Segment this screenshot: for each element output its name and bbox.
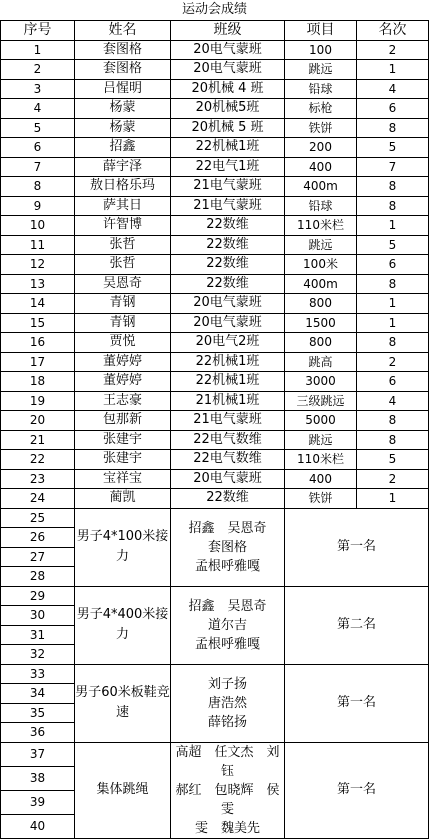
cell-index: 7 — [1, 157, 75, 177]
cell-event: 跳高 — [285, 352, 357, 372]
cell-name: 萨其日 — [75, 196, 171, 216]
cell-index: 22 — [1, 450, 75, 470]
cell-class: 21机械1班 — [171, 391, 285, 411]
table-row — [1, 333, 429, 353]
cell-event: 400m — [285, 177, 357, 197]
cell-event: 1500 — [285, 313, 357, 333]
cell-rank: 2 — [357, 352, 429, 372]
relay-member-line: 雯 魏美先 — [194, 820, 260, 836]
cell-index: 19 — [1, 391, 75, 411]
cell-event: 跳远 — [285, 235, 357, 255]
cell-rank: 8 — [357, 177, 429, 197]
cell-event: 110米栏 — [285, 450, 357, 470]
cell-event: 铁饼 — [285, 118, 357, 138]
header-index: 序号 — [1, 21, 75, 41]
relay-member-line: 道尔吉 — [207, 617, 247, 633]
cell-rank: 2 — [357, 40, 429, 60]
relay-rank: 第二名 — [285, 586, 429, 664]
cell-rank: 4 — [357, 79, 429, 99]
cell-name: 敖日格乐玛 — [75, 177, 171, 197]
cell-class: 20电气蒙班 — [171, 60, 285, 80]
cell-index: 8 — [1, 177, 75, 197]
table-row — [1, 430, 429, 450]
header-rank: 名次 — [357, 21, 429, 41]
cell-class: 21电气蒙班 — [171, 177, 285, 197]
cell-rank: 1 — [357, 489, 429, 509]
cell-rank: 1 — [357, 294, 429, 314]
cell-event: 800 — [285, 294, 357, 314]
cell-event: 200 — [285, 138, 357, 158]
relay-members — [171, 586, 285, 664]
cell-index: 34 — [1, 684, 75, 704]
relay-member-line: 刘子扬 — [207, 676, 247, 692]
cell-index: 35 — [1, 703, 75, 723]
table-row — [1, 489, 429, 509]
cell-class: 22数维 — [171, 216, 285, 236]
table-row — [1, 391, 429, 411]
cell-event: 5000 — [285, 411, 357, 431]
cell-class: 22机械1班 — [171, 372, 285, 392]
cell-index: 15 — [1, 313, 75, 333]
relay-member-line: 高超 任文杰 刘钰 — [175, 744, 280, 779]
cell-class: 20机械 4 班 — [171, 79, 285, 99]
cell-index: 23 — [1, 469, 75, 489]
cell-rank: 1 — [357, 216, 429, 236]
cell-event: 三级跳远 — [285, 391, 357, 411]
cell-rank: 8 — [357, 118, 429, 138]
cell-name: 张建宇 — [75, 430, 171, 450]
cell-index: 27 — [1, 547, 75, 567]
table-row — [1, 450, 429, 470]
cell-event: 400m — [285, 274, 357, 294]
cell-event: 跳远 — [285, 60, 357, 80]
cell-index: 25 — [1, 508, 75, 528]
cell-name: 青钢 — [75, 294, 171, 314]
relay-rank: 第一名 — [285, 508, 429, 586]
table-row — [1, 79, 429, 99]
cell-name: 招鑫 — [75, 138, 171, 158]
cell-index: 3 — [1, 79, 75, 99]
cell-event: 跳远 — [285, 430, 357, 450]
cell-rank: 1 — [357, 313, 429, 333]
cell-class: 20机械 5 班 — [171, 118, 285, 138]
relay-member-line: 孟根呼雅嘎 — [194, 636, 260, 652]
relay-event: 男子4*400米接力 — [75, 586, 171, 664]
cell-index: 17 — [1, 352, 75, 372]
cell-name: 套图格 — [75, 40, 171, 60]
cell-class: 22数维 — [171, 274, 285, 294]
relay-members — [171, 742, 285, 838]
table-row — [1, 255, 429, 275]
table-row — [1, 60, 429, 80]
cell-name: 许智博 — [75, 216, 171, 236]
cell-index: 10 — [1, 216, 75, 236]
table-row — [1, 235, 429, 255]
cell-name: 董婷婷 — [75, 352, 171, 372]
relay-row — [1, 664, 429, 684]
results-table — [0, 20, 429, 839]
relay-event: 男子60米板鞋竞速 — [75, 664, 171, 742]
table-row — [1, 352, 429, 372]
relay-row — [1, 586, 429, 606]
cell-event: 铅球 — [285, 196, 357, 216]
cell-event: 100 — [285, 40, 357, 60]
cell-index: 6 — [1, 138, 75, 158]
relay-event: 集体跳绳 — [75, 742, 171, 838]
table-row — [1, 196, 429, 216]
cell-index: 33 — [1, 664, 75, 684]
cell-name: 蔺凯 — [75, 489, 171, 509]
cell-index: 14 — [1, 294, 75, 314]
table-row — [1, 177, 429, 197]
cell-class: 22机械1班 — [171, 138, 285, 158]
cell-name: 王志豪 — [75, 391, 171, 411]
cell-event: 400 — [285, 469, 357, 489]
cell-index: 37 — [1, 742, 75, 766]
cell-index: 38 — [1, 766, 75, 790]
cell-class: 21电气蒙班 — [171, 411, 285, 431]
relay-member-line: 招鑫 吴恩奇 — [188, 598, 267, 614]
cell-index: 21 — [1, 430, 75, 450]
cell-rank: 6 — [357, 255, 429, 275]
cell-index: 39 — [1, 790, 75, 814]
cell-index: 11 — [1, 235, 75, 255]
cell-name: 董婷婷 — [75, 372, 171, 392]
cell-class: 22电气数维 — [171, 430, 285, 450]
cell-name: 贾悦 — [75, 333, 171, 353]
cell-index: 24 — [1, 489, 75, 509]
cell-rank: 8 — [357, 411, 429, 431]
cell-class: 22机械1班 — [171, 352, 285, 372]
cell-event: 800 — [285, 333, 357, 353]
relay-rank: 第一名 — [285, 664, 429, 742]
cell-name: 薛宇泽 — [75, 157, 171, 177]
header-class: 班级 — [171, 21, 285, 41]
relay-members — [171, 508, 285, 586]
cell-index: 31 — [1, 625, 75, 645]
relay-member-line: 唐浩然 — [207, 695, 247, 711]
cell-rank: 8 — [357, 196, 429, 216]
cell-event: 铁饼 — [285, 489, 357, 509]
cell-class: 22电气数维 — [171, 450, 285, 470]
cell-name: 包那新 — [75, 411, 171, 431]
table-row — [1, 469, 429, 489]
relay-row — [1, 508, 429, 528]
relay-row — [1, 742, 429, 766]
cell-class: 20电气2班 — [171, 333, 285, 353]
sheet-title: 运动会成绩 — [181, 2, 247, 17]
table-row — [1, 372, 429, 392]
cell-index: 40 — [1, 814, 75, 838]
relay-event: 男子4*100米接力 — [75, 508, 171, 586]
table-row — [1, 157, 429, 177]
cell-rank: 8 — [357, 333, 429, 353]
cell-index: 26 — [1, 528, 75, 548]
cell-index: 5 — [1, 118, 75, 138]
cell-class: 22数维 — [171, 489, 285, 509]
relay-member-line: 郝红 包晓辉 侯雯 — [175, 782, 280, 817]
table-row — [1, 294, 429, 314]
cell-name: 吕惺明 — [75, 79, 171, 99]
cell-event: 铅球 — [285, 79, 357, 99]
cell-name: 张建宇 — [75, 450, 171, 470]
cell-class: 20电气蒙班 — [171, 469, 285, 489]
cell-class: 21电气蒙班 — [171, 196, 285, 216]
cell-name: 套图格 — [75, 60, 171, 80]
cell-rank: 5 — [357, 138, 429, 158]
cell-event: 3000 — [285, 372, 357, 392]
cell-index: 12 — [1, 255, 75, 275]
cell-class: 22数维 — [171, 235, 285, 255]
table-row — [1, 216, 429, 236]
cell-rank: 7 — [357, 157, 429, 177]
cell-class: 20机械5班 — [171, 99, 285, 119]
cell-rank: 6 — [357, 99, 429, 119]
cell-event: 100米 — [285, 255, 357, 275]
relay-rank: 第一名 — [285, 742, 429, 838]
table-row — [1, 40, 429, 60]
cell-name: 青钢 — [75, 313, 171, 333]
cell-index: 9 — [1, 196, 75, 216]
cell-event: 标枪 — [285, 99, 357, 119]
cell-rank: 8 — [357, 274, 429, 294]
cell-index: 4 — [1, 99, 75, 119]
table-row — [1, 274, 429, 294]
cell-index: 28 — [1, 567, 75, 587]
header-name: 姓名 — [75, 21, 171, 41]
cell-class: 22电气1班 — [171, 157, 285, 177]
header-row — [1, 21, 429, 41]
cell-index: 1 — [1, 40, 75, 60]
cell-index: 13 — [1, 274, 75, 294]
cell-index: 20 — [1, 411, 75, 431]
cell-rank: 5 — [357, 235, 429, 255]
relay-member-line: 招鑫 吴恩奇 — [188, 520, 267, 536]
cell-class: 22数维 — [171, 255, 285, 275]
results-table-body — [1, 21, 429, 839]
header-event: 项目 — [285, 21, 357, 41]
cell-name: 张哲 — [75, 255, 171, 275]
relay-member-line: 孟根呼雅嘎 — [194, 558, 260, 574]
cell-index: 36 — [1, 723, 75, 743]
cell-name: 张哲 — [75, 235, 171, 255]
table-row — [1, 99, 429, 119]
cell-index: 32 — [1, 645, 75, 665]
relay-member-line: 薛铭扬 — [207, 714, 247, 730]
cell-index: 18 — [1, 372, 75, 392]
cell-index: 29 — [1, 586, 75, 606]
cell-rank: 1 — [357, 60, 429, 80]
cell-rank: 4 — [357, 391, 429, 411]
cell-event: 400 — [285, 157, 357, 177]
cell-rank: 8 — [357, 430, 429, 450]
cell-name: 吴恩奇 — [75, 274, 171, 294]
cell-rank: 6 — [357, 372, 429, 392]
cell-name: 杨蒙 — [75, 118, 171, 138]
cell-class: 20电气蒙班 — [171, 294, 285, 314]
cell-name: 宝祥宝 — [75, 469, 171, 489]
table-row — [1, 411, 429, 431]
cell-rank: 5 — [357, 450, 429, 470]
cell-rank: 2 — [357, 469, 429, 489]
cell-class: 20电气蒙班 — [171, 40, 285, 60]
cell-name: 杨蒙 — [75, 99, 171, 119]
relay-members — [171, 664, 285, 742]
cell-index: 16 — [1, 333, 75, 353]
table-row — [1, 313, 429, 333]
cell-class: 20电气蒙班 — [171, 313, 285, 333]
table-row — [1, 138, 429, 158]
cell-index: 2 — [1, 60, 75, 80]
relay-member-line: 套图格 — [207, 539, 247, 555]
table-row — [1, 118, 429, 138]
cell-index: 30 — [1, 606, 75, 626]
cell-event: 110米栏 — [285, 216, 357, 236]
